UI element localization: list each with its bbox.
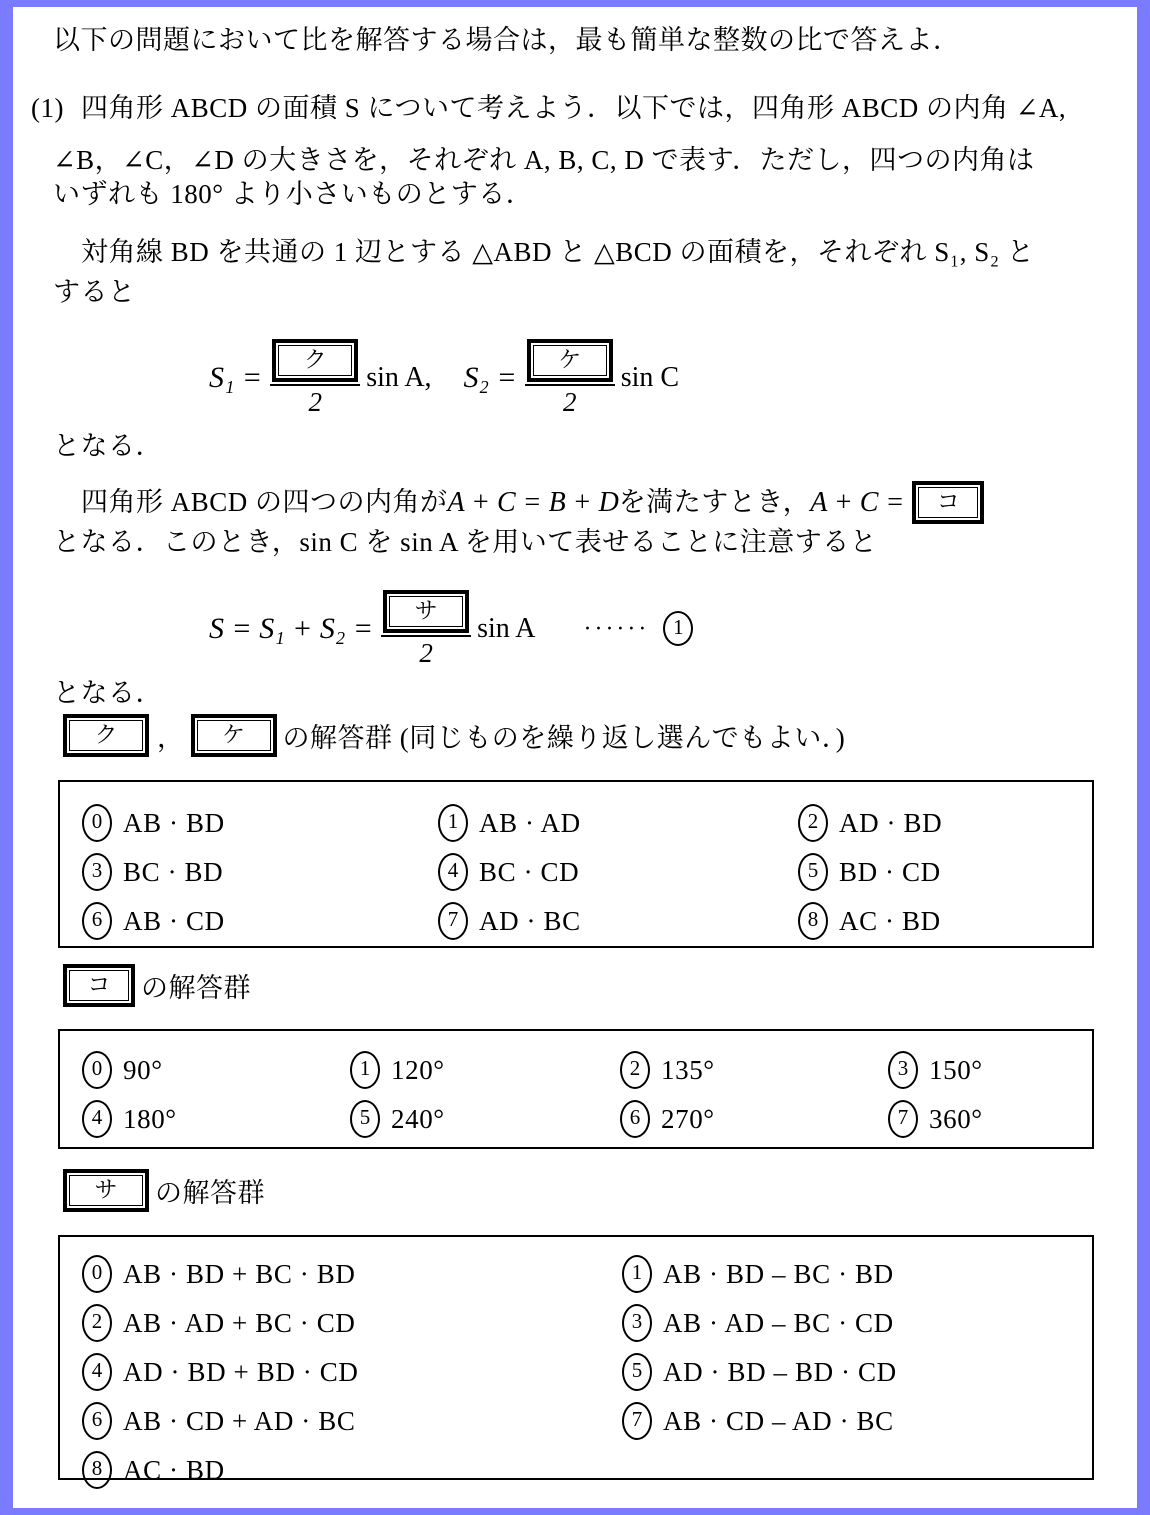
choice-text: AB · AD – BC · CD xyxy=(663,1307,894,1338)
choice-text: 180° xyxy=(123,1103,177,1134)
group-ko-header xyxy=(61,964,251,1007)
after-equation-3-text: となる． xyxy=(53,678,163,708)
choice-number: 0 xyxy=(82,1255,112,1293)
answer-blank-ku-eq[interactable]: ク xyxy=(272,339,358,382)
group-header-separator: ， xyxy=(157,723,185,754)
choice-text: AC · BD xyxy=(123,1454,225,1485)
choice-number: 3 xyxy=(888,1051,918,1089)
equation-1-lhs1: S₁ = xyxy=(209,360,263,394)
choice-item[interactable] xyxy=(82,1353,358,1391)
choice-item[interactable] xyxy=(622,1402,894,1440)
problem-paragraph1-line1: 四角形 ABCD の面積 S について考えよう．以下では，四角形 ABCD の内角 ∠A, xyxy=(81,93,1067,123)
choice-text: 90° xyxy=(123,1054,163,1085)
choice-text: BC · CD xyxy=(479,856,580,887)
answer-blank-ku-header[interactable]: ク xyxy=(63,714,149,757)
choice-number: 4 xyxy=(82,1353,112,1391)
paragraph3-line1-c: を満たすとき， xyxy=(618,487,811,518)
choice-item[interactable] xyxy=(82,1402,355,1440)
equation-1-denominator-1: 2 xyxy=(308,387,322,418)
choice-text: AB · CD + AD · BC xyxy=(123,1405,356,1436)
choice-item[interactable] xyxy=(438,853,579,891)
choice-number: 5 xyxy=(622,1353,652,1391)
choice-number: 7 xyxy=(888,1100,918,1138)
choice-text: AB · BD + BC · BD xyxy=(123,1258,356,1289)
choice-text: AD · BD xyxy=(839,807,943,838)
equation-3-trail: sin A xyxy=(477,612,536,644)
choice-number: 1 xyxy=(622,1255,652,1293)
choice-item[interactable] xyxy=(798,804,942,842)
group-ko-header-text: の解答群 xyxy=(141,973,251,1004)
choice-item[interactable] xyxy=(82,1304,355,1342)
group-ko-panel xyxy=(58,1029,1094,1149)
equation-1-trail2: sin C xyxy=(620,361,680,393)
paragraph3-line1-d: A + C = xyxy=(810,486,905,518)
choice-text: BD · CD xyxy=(839,856,941,887)
choice-text: 360° xyxy=(929,1103,983,1134)
choice-item[interactable] xyxy=(620,1100,715,1138)
choice-item[interactable] xyxy=(82,853,223,891)
group-sa-header-text: の解答群 xyxy=(155,1178,265,1209)
group-ku-ke-header xyxy=(61,714,845,757)
problem-paragraph1-line3: いずれも 180° より小さいものとする． xyxy=(53,179,534,209)
choice-item[interactable] xyxy=(82,804,225,842)
choice-number: 8 xyxy=(82,1451,112,1489)
choice-item[interactable] xyxy=(622,1304,894,1342)
equation-1-blank-ke-wrap xyxy=(525,339,615,384)
choice-number: 7 xyxy=(438,902,468,940)
choice-number: 1 xyxy=(350,1051,380,1089)
equation-3-denominator: 2 xyxy=(419,638,433,669)
equation-1-lhs2: S₂ = xyxy=(463,360,517,394)
choice-item[interactable] xyxy=(888,1100,983,1138)
page-sheet xyxy=(13,7,1137,1508)
choice-number: 1 xyxy=(438,804,468,842)
equation-3 xyxy=(209,590,693,667)
choice-number: 4 xyxy=(438,853,468,891)
paragraph3-line1-b: A + C = B + D xyxy=(447,486,619,518)
choice-item[interactable] xyxy=(82,1100,177,1138)
group-ku-ke-header-text: の解答群 (同じものを繰り返し選んでもよい．) xyxy=(282,723,846,754)
group-sa-header xyxy=(61,1169,265,1212)
intro-line: 以下の問題において比を解答する場合は，最も簡単な整数の比で答えよ． xyxy=(53,25,961,55)
choice-item[interactable] xyxy=(82,1051,163,1089)
answer-blank-sa-eq[interactable]: サ xyxy=(383,590,469,633)
group-ku-ke-panel xyxy=(58,780,1094,948)
choice-number: 6 xyxy=(82,1402,112,1440)
choice-number: 5 xyxy=(350,1100,380,1138)
choice-item[interactable] xyxy=(888,1051,983,1089)
choice-text: 150° xyxy=(929,1054,983,1085)
choice-text: 240° xyxy=(391,1103,445,1134)
equation-3-lhs: S = S₁ + S₂ = xyxy=(209,611,374,645)
choice-text: AB · BD – BC · BD xyxy=(663,1258,894,1289)
problem-number: (1) xyxy=(31,93,64,123)
problem-paragraph2-line2: すると xyxy=(53,277,136,307)
answer-blank-ko-eq[interactable]: コ xyxy=(912,481,984,524)
choice-item[interactable] xyxy=(438,804,581,842)
choice-number: 2 xyxy=(82,1304,112,1342)
choice-number: 5 xyxy=(798,853,828,891)
equation-1-blank-ku-wrap xyxy=(270,339,360,384)
group-sa-panel xyxy=(58,1235,1094,1485)
choice-number: 3 xyxy=(622,1304,652,1342)
problem-paragraph1-line2: ∠B，∠C，∠D の大きさを，それぞれ A, B, C, D で表す．ただし，四つの内角は xyxy=(53,145,1035,175)
equation-1-fraction-2 xyxy=(525,339,615,416)
after-equation-1-text: となる． xyxy=(53,431,163,461)
choice-number: 6 xyxy=(82,902,112,940)
choice-text: AB · CD – AD · BC xyxy=(663,1405,894,1436)
choice-text: AB · BD xyxy=(123,807,225,838)
choice-item[interactable] xyxy=(350,1051,445,1089)
choice-text: AB · AD + BC · CD xyxy=(123,1307,356,1338)
choice-text: AD · BD + BD · CD xyxy=(123,1356,359,1387)
choice-number: 3 xyxy=(82,853,112,891)
choice-text: AB · AD xyxy=(479,807,581,838)
choice-number: 2 xyxy=(798,804,828,842)
choice-number: 7 xyxy=(622,1402,652,1440)
paragraph3-line1-a: 四角形 ABCD の四つの内角が xyxy=(81,487,448,518)
answer-blank-ke-header[interactable]: ケ xyxy=(191,714,277,757)
choice-text: BC · BD xyxy=(123,856,224,887)
choice-item[interactable] xyxy=(622,1353,897,1391)
choice-item[interactable] xyxy=(622,1255,894,1293)
choice-item[interactable] xyxy=(82,902,225,940)
answer-blank-sa-header[interactable]: サ xyxy=(63,1169,149,1212)
choice-text: 270° xyxy=(661,1103,715,1134)
equation-1-denominator-2: 2 xyxy=(562,387,577,418)
choice-item[interactable] xyxy=(798,902,941,940)
equation-1-fraction-1 xyxy=(270,339,360,416)
paragraph3-line2: となる．このとき，sin C を sin A を用いて表せることに注意すると xyxy=(53,527,878,557)
equation-3-blank-sa-wrap xyxy=(381,590,471,635)
choice-item[interactable] xyxy=(438,902,581,940)
choice-number: 8 xyxy=(798,902,828,940)
answer-blank-ke-eq[interactable]: ケ xyxy=(527,339,613,382)
choice-text: 120° xyxy=(391,1054,445,1085)
equation-3-fraction xyxy=(381,590,471,667)
choice-text: AB · CD xyxy=(123,905,225,936)
choice-item[interactable] xyxy=(350,1100,445,1138)
choice-item[interactable] xyxy=(82,1451,225,1489)
equation-3-dots: ······ xyxy=(583,615,650,642)
choice-text: 135° xyxy=(661,1054,715,1085)
equation-1-trail1: sin A, xyxy=(366,361,432,393)
equation-3-tag: 1 xyxy=(663,611,693,646)
choice-number: 0 xyxy=(82,1051,112,1089)
choice-item[interactable] xyxy=(82,1255,355,1293)
equation-1 xyxy=(209,339,679,416)
choice-number: 0 xyxy=(82,804,112,842)
choice-text: AD · BC xyxy=(479,905,581,936)
choice-number: 4 xyxy=(82,1100,112,1138)
answer-blank-ko-header[interactable]: コ xyxy=(63,964,135,1007)
problem-paragraph2-line1: 対角線 BD を共通の 1 辺とする △ABD と △BCD の面積を，それぞれ S₁, S₂ と xyxy=(81,237,1035,267)
choice-number: 2 xyxy=(620,1051,650,1089)
choice-text: AC · BD xyxy=(839,905,941,936)
choice-item[interactable] xyxy=(620,1051,715,1089)
choice-text: AD · BD – BD · CD xyxy=(663,1356,897,1387)
paragraph3-line1 xyxy=(81,481,984,524)
choice-item[interactable] xyxy=(798,853,941,891)
choice-number: 6 xyxy=(620,1100,650,1138)
